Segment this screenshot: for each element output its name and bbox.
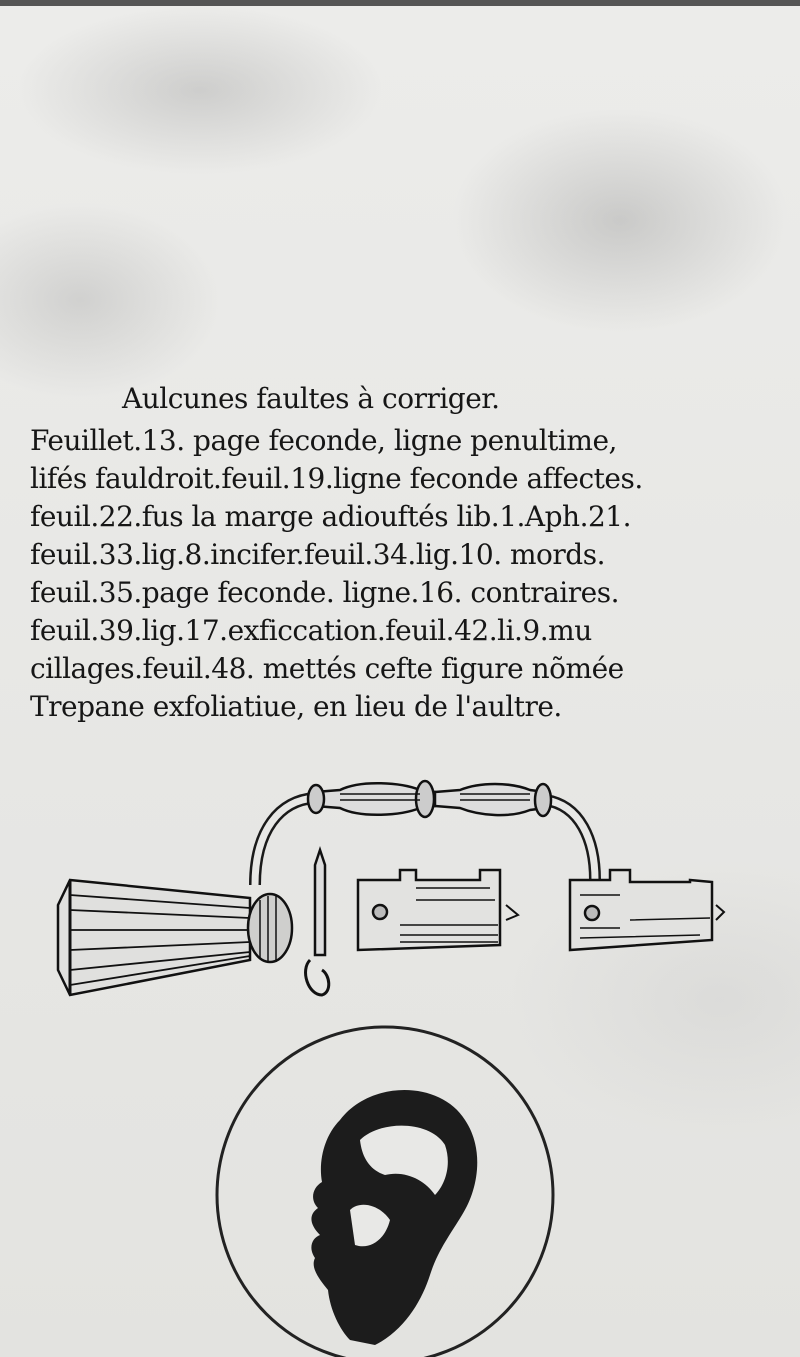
errata-line: cillages.feuil.48. mettés cefte figure nõmée [30, 652, 624, 685]
errata-line: feuil.39.lig.17.exficcation.feuil.42.li.9.mu [30, 614, 592, 647]
errata-line: feuil.22.fus la marge adiouftés lib.1.Aph.21. [30, 500, 632, 533]
errata-line: lifés fauldroit.feuil.19.ligne feconde affectes. [30, 462, 643, 495]
errata-line: Feuillet.13. page feconde, ligne penultime, [30, 424, 617, 457]
trepan-exfoliative-woodcut-icon [40, 770, 730, 1010]
faculte-de-medecine-stamp-icon [200, 1010, 570, 1357]
errata-block [30, 380, 680, 726]
errata-line: feuil.33.lig.8.incifer.feuil.34.lig.10. mords. [30, 538, 605, 571]
errata-heading: Aulcunes faultes à corriger. [122, 382, 500, 415]
errata-line: Trepane exfoliatiue, en lieu de l'aultre. [30, 690, 562, 723]
errata-line: feuil.35.page feconde. ligne.16. contraires. [30, 576, 619, 609]
page-edge [0, 0, 800, 6]
